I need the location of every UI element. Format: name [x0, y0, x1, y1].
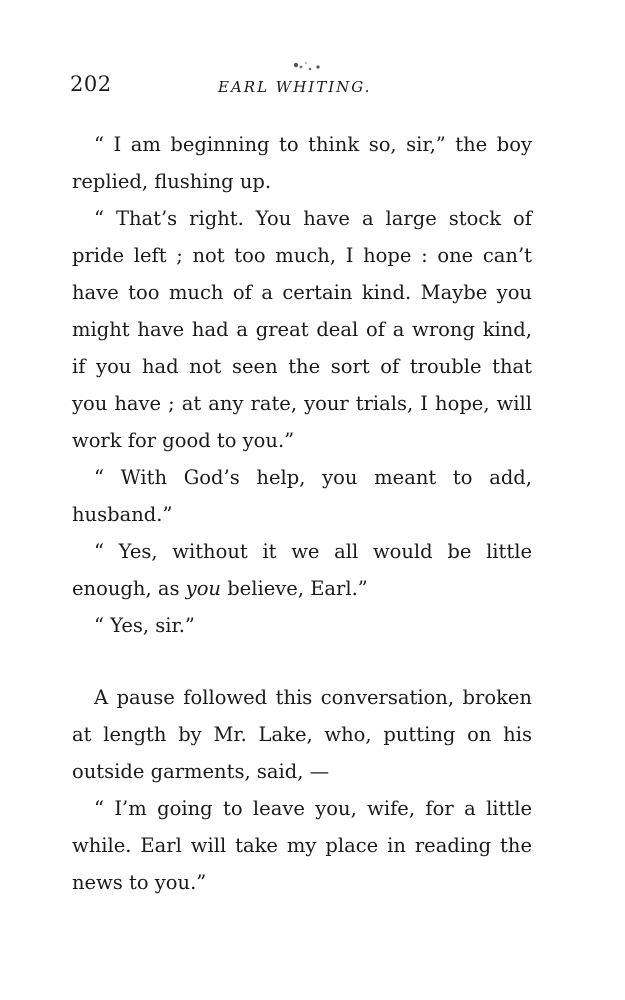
- paragraph: A pause followed this conversation, broken at length by Mr. Lake, who, putting on his outside garments, said, —: [72, 686, 532, 783]
- emphasis-text: you: [185, 577, 221, 600]
- paragraph-text: “ Yes, without it we all would be little enough, as: [72, 540, 532, 600]
- paragraph: “ With God’s help, you meant to add, husband.”: [72, 466, 532, 526]
- paragraph: “ That’s right. You have a large stock of pride left ; not too much, I hope : one can’t have too much of a certain kind. Maybe you might have had a great deal of a wrong kind, if you had not seen the sort of trouble that you have ; at any rate, your trials, I hope, will work for good to you.”: [72, 207, 532, 452]
- paragraph: “ I am beginning to think so, sir,” the boy replied, flushing up.: [72, 133, 532, 193]
- body-text: [72, 126, 532, 901]
- page-number: 202: [70, 72, 112, 96]
- paragraph: “ I’m going to leave you, wife, for a little while. Earl will take my place in reading the news to you.”: [72, 797, 532, 894]
- running-title: EARL WHITING.: [218, 78, 372, 96]
- ink-smudge: [288, 56, 328, 76]
- paragraph-text: believe, Earl.”: [221, 577, 368, 600]
- paragraph: [72, 533, 532, 607]
- paragraph: “ Yes, sir.”: [94, 614, 195, 637]
